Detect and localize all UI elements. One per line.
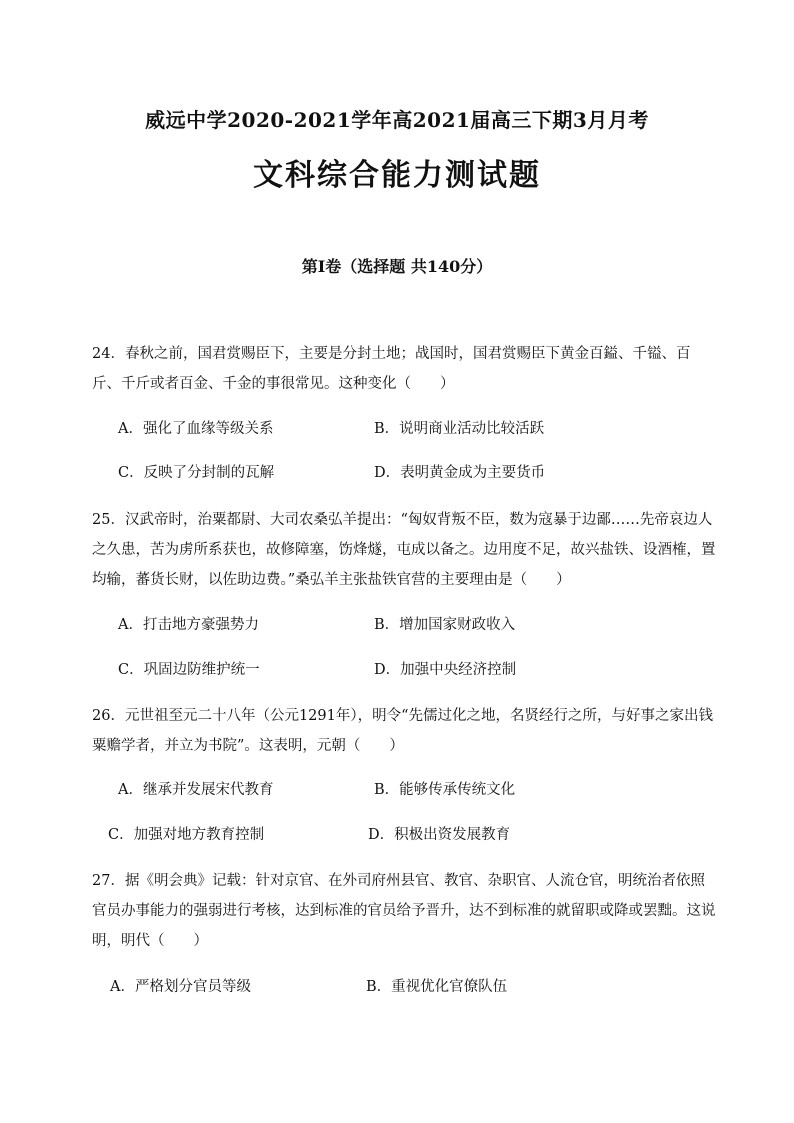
q25-option-a: A．打击地方豪强势力 [118,617,259,633]
q24-option-d: D．表明黄金成为主要货币 [374,465,546,481]
q26-option-a: A．继承并发展宋代教育 [118,782,274,798]
q26-option-b: B．能够传承传统文化 [374,782,516,798]
q26-option-c: C．加强对地方教育控制 [108,827,265,843]
q25-option-d: D．加强中央经济控制 [374,662,517,678]
question-24-stem: 24．春秋之前，国君赏赐臣下，主要是分封土地；战国时，国君赏赐臣下黄金百鎰、千镒、百斤、千斤或者百金、千金的事很常见。这种变化（ ） [92,346,691,392]
q27-option-a: A．严格划分官员等级 [110,979,251,995]
question-25-stem: 25．汉武帝时，治粟都尉、大司农桑弘羊提出：“匈奴背叛不臣，数为寇暴于边鄙……先帝哀边人之久患，苦为虏所系获也，故修障塞，饬烽燧，屯成以备之。边用度不足，故兴盐铁、设酒榷，置均输，蕃货长财，以佐助边费。”桑弘羊主张盐铁官营的主要理由是（ ） [92,512,716,588]
q27-option-b: B．重视优化官僚队伍 [366,979,508,995]
question-26-stem: 26．元世祖至元二十八年（公元1291年），明令“先儒过化之地，名贤经行之所，与好事之家出钱粟赡学者，并立为书院”。这表明，元朝（ ） [92,708,714,754]
exam-school-title: 威远中学2020-2021学年高2021届高三下期3月月考 [145,108,649,132]
q24-option-c: C．反映了分封制的瓦解 [118,465,275,481]
q24-option-a: A．强化了血缘等级关系 [118,421,274,437]
section-heading: 第I卷（选择题 共140分） [301,257,493,276]
q26-option-d: D．积极出资发展教育 [368,827,511,843]
q25-option-c: C．巩固边防维护统一 [118,662,260,678]
question-27-stem: 27．据《明会典》记载：针对京官、在外司府州县官、教官、杂职官、人流仓官，明统治者依照官员办事能力的强弱进行考核，达到标准的官员给予晋升，达不到标准的就留职或降或罢黜。这说明，明代（ ） [92,873,716,949]
q25-option-b: B．增加国家财政收入 [374,617,516,633]
q24-option-b: B．说明商业活动比较活跃 [374,421,545,437]
exam-subject-title: 文科综合能力测试题 [253,158,541,193]
